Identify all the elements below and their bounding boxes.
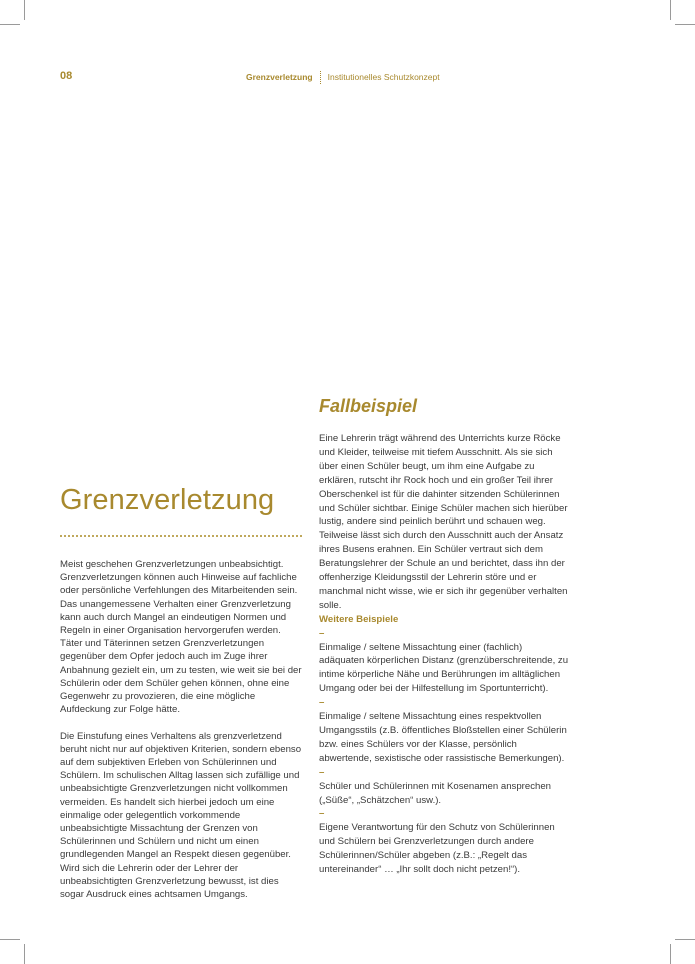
list-item: Eigene Verantwortung für den Schutz von Schülerinnen und Schülern bei Grenzverletzungen durch andere Schülerinnen/Schüler abgeben (z.B.: „Regelt das untereinander“ … „Ihr sollt doch nicht petzen!“). <box>319 822 555 876</box>
crop-mark <box>675 24 695 25</box>
header-document-title: Institutionelles Schutzkonzept <box>327 71 440 82</box>
list-item: Einmalige / seltene Missachtung eines respektvollen Umgangsstils (z.B. öffentliches Bloßstellen einer Schülerin bzw. eines Schülers vor der Klasse, persönlich abwertende, sexistische oder rassistische Bemerkungen). <box>319 711 567 764</box>
case-text: Eine Lehrerin trägt während des Unterrichts kurze Röcke und Kleider, teilweise mit tiefem Ausschnitt. Als sie sich über einen Schüler beugt, um ihm eine Aufgabe zu erklären, rutscht ihr Rock hoch und ein großer Teil ihrer Oberschenkel ist für die dahinter sitzenden Schülerinnen und Schüler sichtbar. Einige Schüler machen sich hierüber lustig, andere sind peinlich berührt und schauen weg. Teilweise lässt sich durch den Ausschnitt auch der Ansatz ihres Busens erahnen. Ein Schüler vertraut sich dem Beratungslehrer der Schule an und berichtet, dass ihn der offenherzige Kleidungsstil der Lehrerin störe und er manchmal nicht wisse, wie er sich ihr gegenüber verhalten solle. <box>319 433 568 611</box>
header-divider <box>320 71 321 84</box>
title-divider <box>60 535 302 537</box>
crop-mark <box>0 939 20 940</box>
list-dash: – <box>319 627 325 639</box>
list-item: Einmalige / seltene Missachtung einer (fachlich) adäquaten körperlichen Distanz (grenzüberschreitende, zu intime körperliche Nähe und Berührungen im alltäglichen Umgang oder bei der Hilfestellung im Sportunterricht). <box>319 641 569 695</box>
body-paragraph: Meist geschehen Grenzverletzungen unbeabsichtigt. Grenzverletzungen können auch Hinweise auf fachliche oder persönliche Verfehlungen des Mitarbeitenden sein. Das unangemessene Verhalten einer Grenzverletzung kann auch durch Mangel an eindeutigen Normen und Regeln in einer Organisation hervorgerufen werden. Täter und Täterinnen setzen Grenzverletzungen gegenüber dem Opfer jedoch auch im Zuge ihrer Anbahnung gezielt ein, um zu testen, wie weit sie bei der Schülerin oder dem Schüler gehen können, ohne eine Gegenwehr zu provozieren, die eine mögliche Aufdeckung zur Folge hätte. <box>60 559 302 716</box>
header-section-title: Grenzverletzung <box>246 71 313 82</box>
list-dash: – <box>319 697 325 709</box>
crop-mark <box>24 0 25 20</box>
page-title: Grenzverletzung <box>60 484 275 516</box>
crop-mark <box>675 939 695 940</box>
body-paragraph: Die Einstufung eines Verhaltens als grenzverletzend beruht nicht nur auf objektiven Kriterien, sondern ebenso auf dem subjektiven Erleben von Schülerinnen und Schülern. Im schulischen Alltag lassen sich zufällige und unbeabsichtigte Grenzverletzungen nicht vollkommen vermeiden. Es handelt sich hierbei jedoch um eine einmalige oder gelegentlich vorkommende unbeabsichtigte Missachtung der Grenzen von Schülerinnen und Schülern und nicht um einen grundlegenden Mangel an Respekt diesen gegenüber. Wird sich die Lehrerin oder der Lehrer der unbeabsichtigten Grenzverletzung bewusst, ist dies sogar Ausdruck eines achtsamen Umgangs. <box>60 730 302 901</box>
list-dash: – <box>319 808 325 820</box>
crop-mark <box>0 24 20 25</box>
right-column <box>319 432 569 877</box>
list-item: Schüler und Schülerinnen mit Kosenamen ansprechen („Süße“, „Schätzchen“ usw.). <box>319 780 551 806</box>
crop-mark <box>24 944 25 964</box>
list-dash: – <box>319 766 325 778</box>
page-number: 08 <box>60 70 73 82</box>
crop-mark <box>670 944 671 964</box>
case-heading: Fallbeispiel <box>319 396 418 416</box>
left-column <box>60 558 305 914</box>
further-examples-heading: Weitere Beispiele <box>319 613 399 625</box>
crop-mark <box>670 0 671 20</box>
running-header <box>246 70 440 83</box>
